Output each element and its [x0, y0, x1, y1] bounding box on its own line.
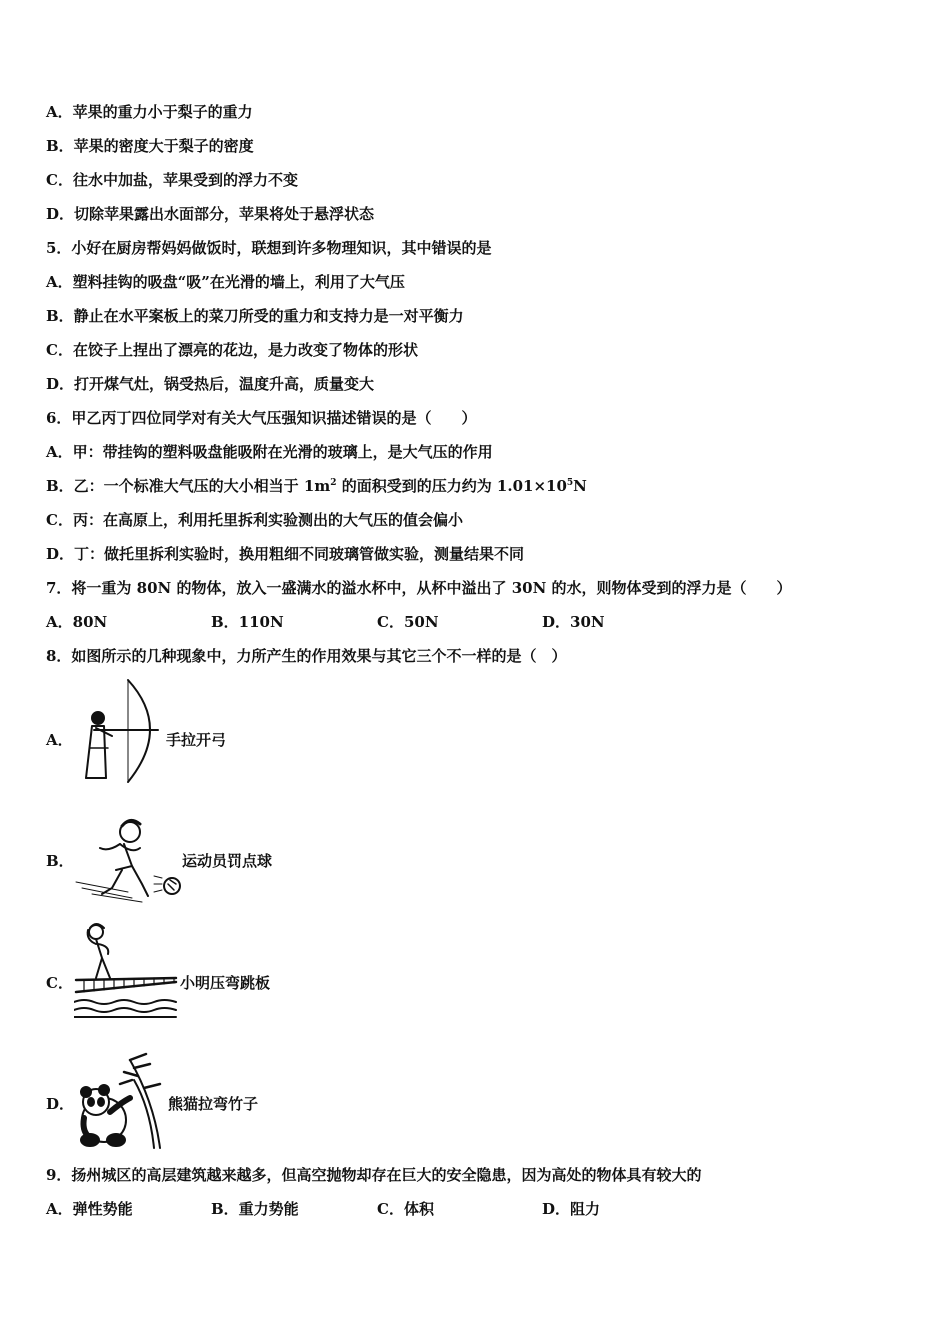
q8-caption-d: 熊猫拉弯竹子 — [168, 1095, 259, 1113]
q8-stem: 8．如图所示的几种现象中，力所产生的作用效果与其它三个不一样的是（ ） — [46, 647, 567, 665]
q8-label-c: C． — [46, 974, 73, 992]
q7-option-a: A．80N — [46, 613, 108, 631]
q4-option-b: B．苹果的密度大于梨子的密度 — [46, 137, 254, 155]
q6-option-a: A．甲：带挂钩的塑料吸盘能吸附在光滑的玻璃上，是大气压的作用 — [46, 443, 493, 461]
q8-caption-a: 手拉开弓 — [166, 731, 227, 749]
q7-option-b: B．110N — [211, 613, 284, 631]
football-player-figure — [72, 814, 184, 906]
q6-option-b — [46, 476, 587, 496]
q6-option-d: D．丁：做托里拆利实验时，换用粗细不同玻璃管做实验，测量结果不同 — [46, 545, 525, 563]
q6-b-mid: 的面积受到的压力约为 1.01×10 — [336, 477, 567, 495]
q8-caption-c: 小明压弯跳板 — [180, 974, 271, 992]
panda-bamboo-figure — [74, 1052, 168, 1150]
q5-option-b: B．静止在水平案板上的菜刀所受的重力和支持力是一对平衡力 — [46, 307, 464, 325]
archer-figure — [72, 678, 164, 784]
q4-option-d: D．切除苹果露出水面部分，苹果将处于悬浮状态 — [46, 205, 375, 223]
q7-stem: 7．将一重为 80N 的物体，放入一盛满水的溢水杯中，从杯中溢出了 30N 的水，则物体受到的浮力是（ ） — [46, 579, 792, 597]
q6-b-post: N — [573, 477, 587, 495]
q8-label-a: A． — [46, 731, 73, 749]
q7-option-d: D．30N — [542, 613, 605, 631]
q9-option-a: A．弹性势能 — [46, 1200, 133, 1218]
q8-label-d: D． — [46, 1095, 75, 1113]
q4-option-a: A．苹果的重力小于梨子的重力 — [46, 103, 253, 121]
q8-label-b: B． — [46, 852, 74, 870]
q4-option-c: C．往水中加盐，苹果受到的浮力不变 — [46, 171, 298, 189]
q9-option-b: B．重力势能 — [211, 1200, 299, 1218]
q5-option-c: C．在饺子上捏出了漂亮的花边，是力改变了物体的形状 — [46, 341, 418, 359]
q9-stem: 9．扬州城区的高层建筑越来越多，但高空抛物却存在巨大的安全隐患，因为高处的物体具有较大的 — [46, 1166, 702, 1184]
q9-option-d: D．阻力 — [542, 1200, 601, 1218]
q6-stem: 6．甲乙丙丁四位同学对有关大气压强知识描述错误的是（ ） — [46, 409, 477, 427]
q6-b-sup1: 2 — [330, 478, 337, 488]
q6-b-pre: B．乙：一个标准大气压的大小相当于 1m — [46, 477, 331, 495]
q6-option-c: C．丙：在高原上，利用托里拆利实验测出的大气压的值会偏小 — [46, 511, 463, 529]
q7-option-c: C．50N — [377, 613, 439, 631]
q6-b-sup2: 5 — [566, 478, 574, 488]
q8-caption-b: 运动员罚点球 — [182, 852, 273, 870]
q5-option-a: A．塑料挂钩的吸盘“吸”在光滑的墙上，利用了大气压 — [46, 273, 405, 291]
q5-stem: 5．小好在厨房帮妈妈做饭时，联想到许多物理知识，其中错误的是 — [46, 239, 492, 257]
diving-board-figure — [74, 920, 178, 1020]
q9-option-c: C．体积 — [377, 1200, 434, 1218]
q5-option-d: D．打开煤气灶，锅受热后，温度升高，质量变大 — [46, 375, 375, 393]
